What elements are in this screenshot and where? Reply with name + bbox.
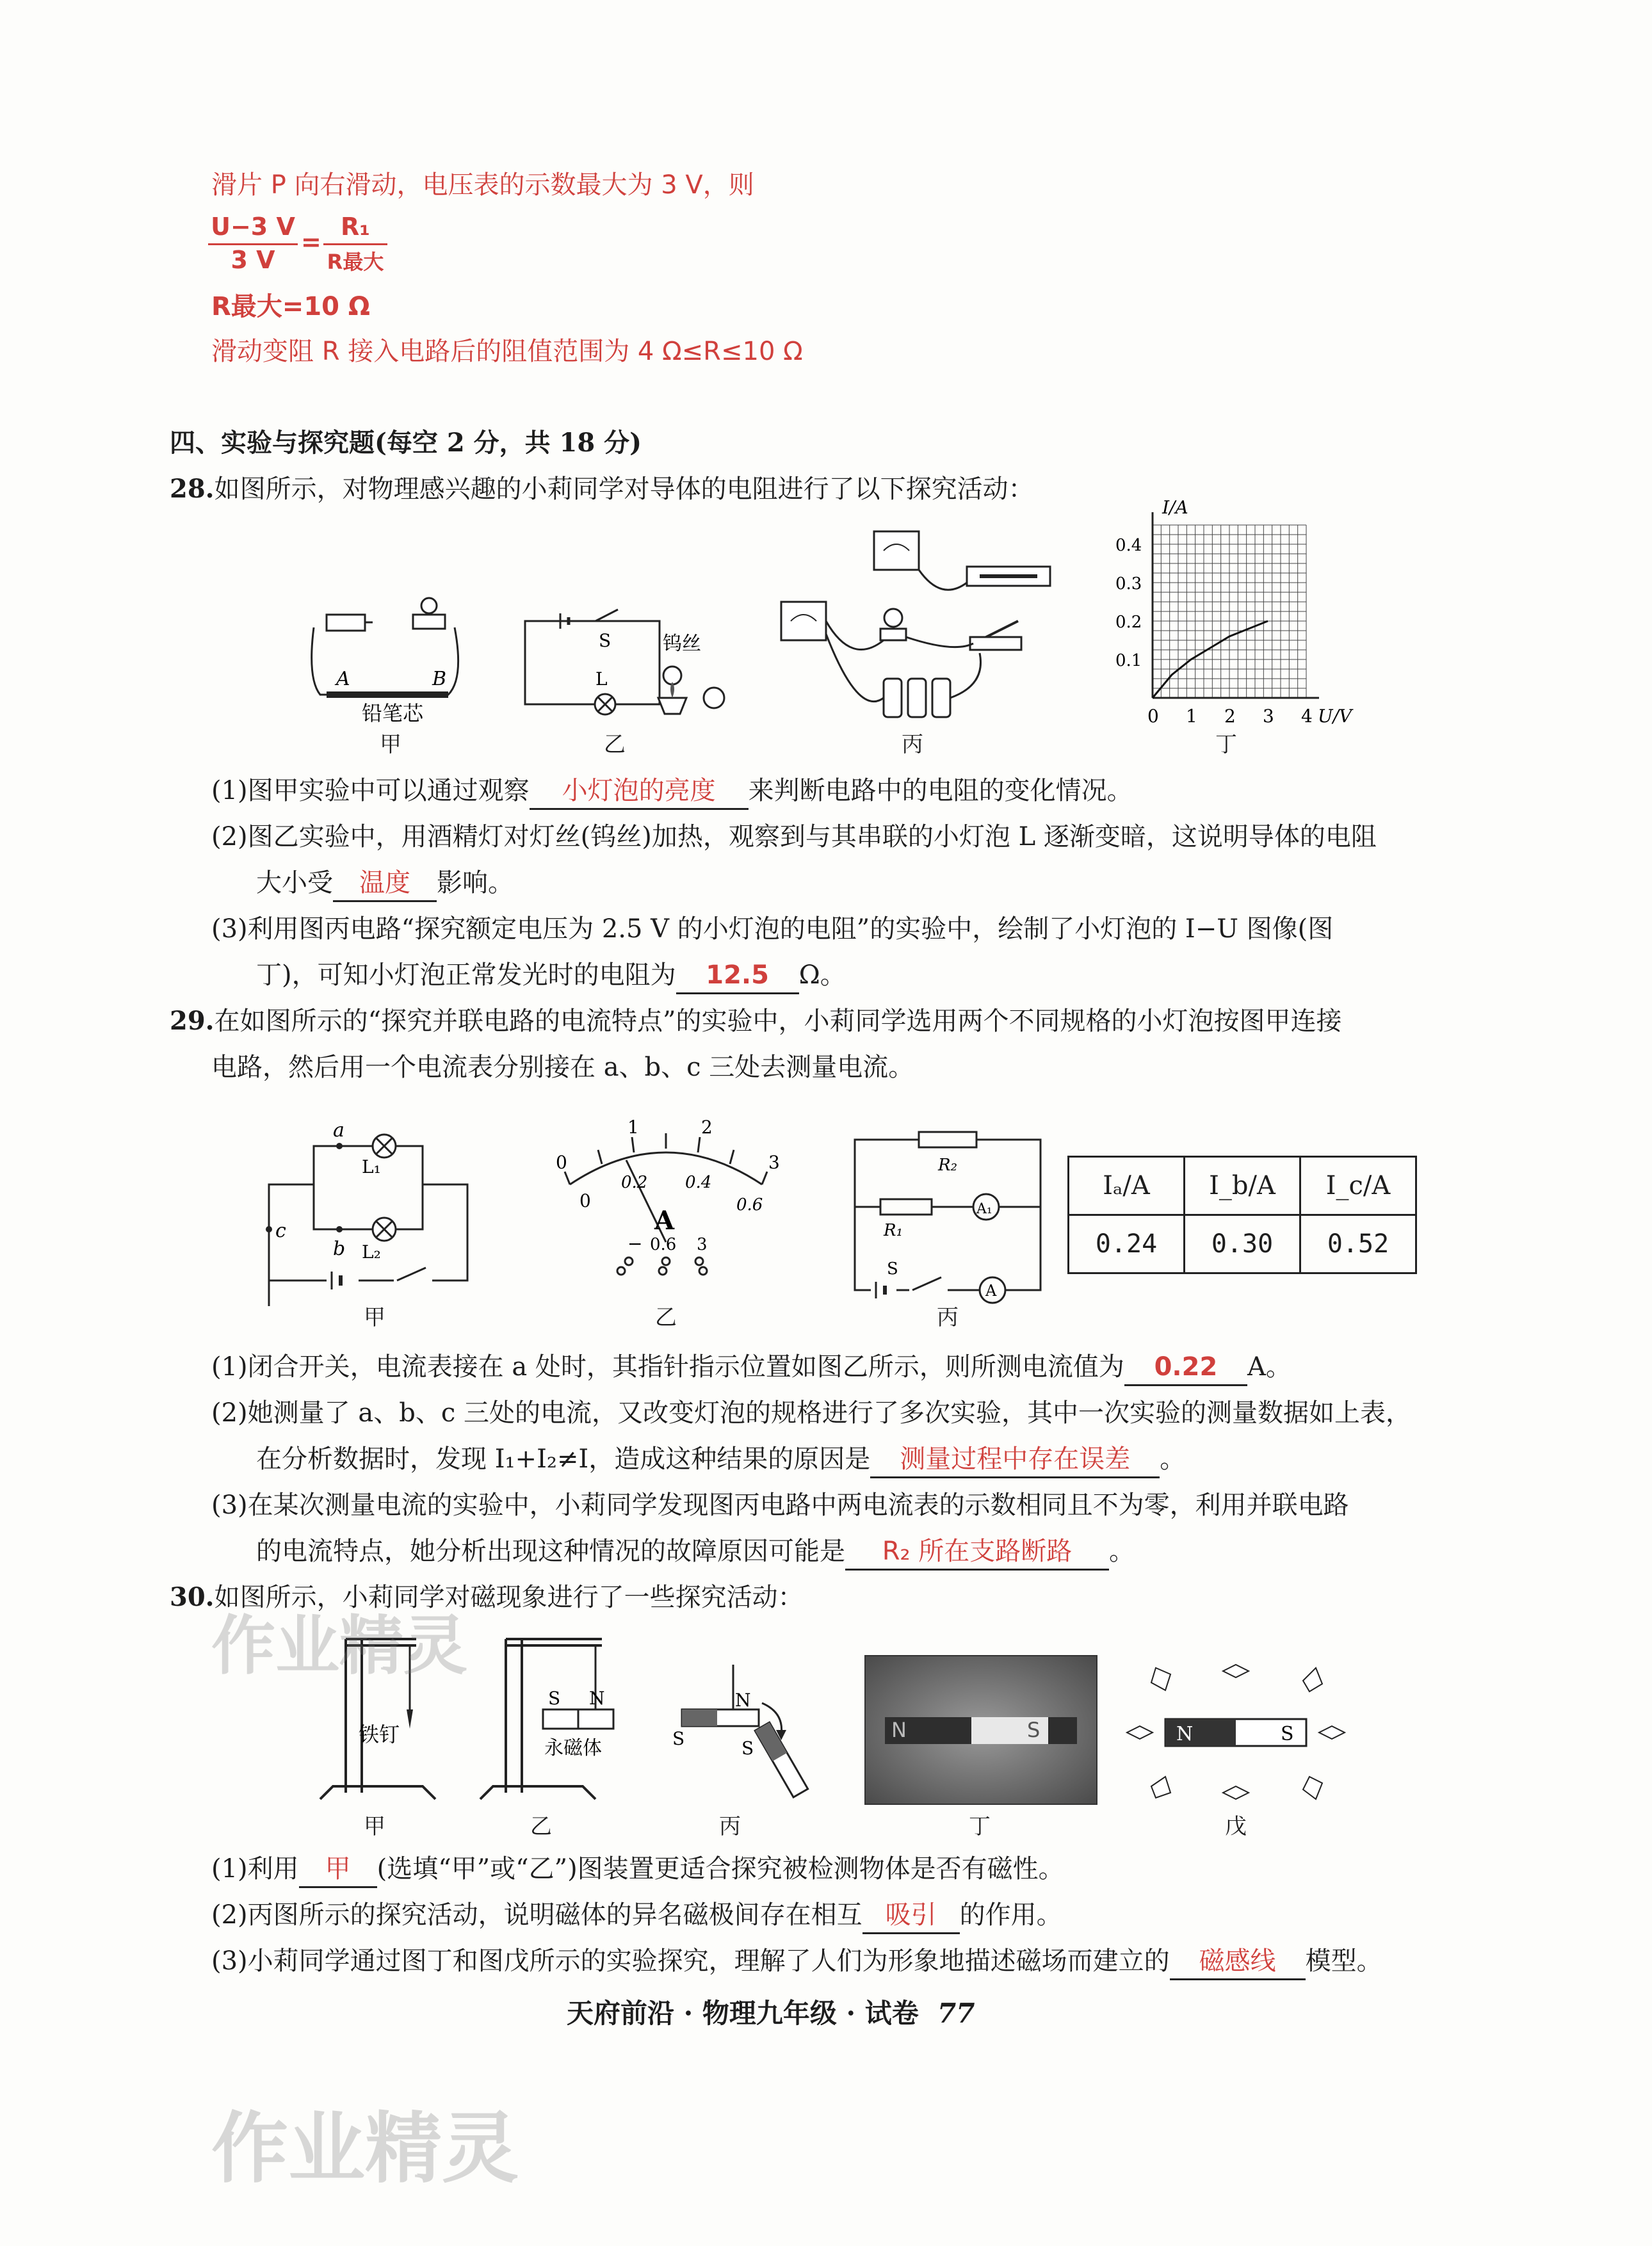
q28-p1-pre: (1)图甲实验中可以通过观察 xyxy=(211,776,530,805)
label-n: N xyxy=(1176,1723,1194,1745)
q28-stem-text: 如图所示，对物理感兴趣的小莉同学对导体的电阻进行了以下探究活动： xyxy=(214,474,1034,504)
q28-p1-post: 来判断电路中的电阻的变化情况。 xyxy=(748,776,1133,805)
q28-part-1 xyxy=(211,773,1133,810)
label-n: N xyxy=(589,1688,605,1709)
x-tick-label: 3 xyxy=(1263,706,1274,727)
ammeter-scale-arc xyxy=(570,1152,762,1184)
label-n: N xyxy=(735,1690,751,1711)
q30-caption-jia: 甲 xyxy=(364,1814,385,1839)
label-l: L xyxy=(595,668,608,690)
q28-p3-pre: 丁)，可知小灯泡正常发光时的电阻为 xyxy=(256,960,676,990)
table-cell: 0.30 xyxy=(1185,1215,1300,1273)
fraction-left-numerator: U−3 V xyxy=(211,213,295,241)
label-s: S xyxy=(599,630,611,651)
solution-line-4: 滑动变阻 R 接入电路后的阻值范围为 4 Ω≤R≤10 Ω xyxy=(211,337,803,366)
watermark: 作业精灵 xyxy=(211,1608,467,1683)
q29-part-3-line-1: (3)在某次测量电流的实验中，小莉同学发现图丙电路中两电流表的示数相同且不为零，利用并联电路 xyxy=(211,1491,1349,1520)
q29-caption-bing: 丙 xyxy=(937,1305,959,1330)
q29-part-2-line-2 xyxy=(256,1442,1185,1478)
q29-caption-jia: 甲 xyxy=(364,1305,385,1330)
q29-part-3-line-2 xyxy=(256,1534,1135,1571)
bulb-holder-icon xyxy=(413,615,445,629)
q28-caption-ding: 丁 xyxy=(1215,732,1237,757)
table-header-ic: I_c/A xyxy=(1300,1157,1416,1215)
q30-caption-ding: 丁 xyxy=(969,1814,991,1839)
x-tick-label: 4 xyxy=(1301,706,1313,727)
table-header-ib: I_b/A xyxy=(1185,1157,1300,1215)
label-a: a xyxy=(333,1119,344,1142)
q29-p3-post: 。 xyxy=(1109,1537,1135,1566)
q28-caption-jia: 甲 xyxy=(380,732,401,757)
table-row xyxy=(1069,1157,1416,1215)
ammeter-icon xyxy=(781,602,826,640)
table-row xyxy=(1069,1215,1416,1273)
q30-caption-yi: 乙 xyxy=(530,1814,552,1839)
q29-p2-post: 。 xyxy=(1160,1444,1186,1474)
q30-p2-post: 的作用。 xyxy=(959,1900,1062,1930)
q29-current-table xyxy=(1067,1156,1417,1274)
q30-stem-text: 如图所示，小莉同学对磁现象进行了一些探究活动： xyxy=(214,1583,804,1612)
q30-p2-pre: (2)丙图所示的探究活动，说明磁体的异名磁极间存在相互 xyxy=(211,1900,862,1930)
q30-p3-post: 模型。 xyxy=(1305,1946,1382,1976)
scale-top-label: 3 xyxy=(768,1152,780,1173)
q28-p3-answer: 12.5 xyxy=(676,958,799,994)
q30-p1-post: (选填“甲”或“乙”)图装置更适合探究被检测物体是否有磁性。 xyxy=(377,1854,1064,1884)
x-tick-label: 0 xyxy=(1147,706,1159,727)
q28-part-2-line-1: (2)图乙实验中，用酒精灯对灯丝(钨丝)加热，观察到与其串联的小灯泡 L 逐渐变暗，这说明导体的电阻 xyxy=(211,822,1377,852)
label-l1: L₁ xyxy=(362,1156,381,1177)
resistor-r1-icon xyxy=(880,1199,932,1215)
compass-needle-icon xyxy=(1223,1665,1249,1677)
compass-needle-icon xyxy=(1127,1726,1153,1739)
label-a: A xyxy=(336,668,350,690)
fraction-equals: = xyxy=(301,228,321,256)
compass-needle-icon xyxy=(1319,1726,1345,1739)
q29-figure-jia xyxy=(256,1114,487,1300)
q29-p2-answer: 测量过程中存在误差 xyxy=(870,1442,1160,1478)
table-cell: 0.24 xyxy=(1069,1215,1185,1273)
x-axis-label: U/V xyxy=(1318,706,1352,727)
label-s: S xyxy=(1281,1723,1294,1745)
q28-part-3-line-1: (3)利用图丙电路“探究额定电压为 2.5 V 的小灯泡的电阻”的实验中，绘制了小灯泡的 I−U 图像(图 xyxy=(211,914,1334,944)
q29-p3-answer: R₂ 所在支路断路 xyxy=(845,1534,1109,1571)
label-r1: R₁ xyxy=(884,1221,903,1240)
label-b: B xyxy=(432,668,447,690)
solution-fraction xyxy=(208,213,387,283)
label-a1: A₁ xyxy=(976,1201,992,1217)
resistor-r2-icon xyxy=(919,1132,976,1147)
solution-line-3: R最大=10 Ω xyxy=(211,292,370,321)
q30-part-2 xyxy=(211,1898,1062,1934)
q30-part-3 xyxy=(211,1944,1382,1980)
y-tick-label: 0.3 xyxy=(1115,574,1142,594)
q30-figure-bing xyxy=(666,1665,832,1812)
q29-part-2-line-1: (2)她测量了 a、b、c 三处的电流，又改变灯泡的规格进行了多次实验，其中一次实验的测量数据如上表， xyxy=(211,1398,1411,1428)
tungsten-wire-icon xyxy=(663,667,681,684)
q30-p1-answer: 甲 xyxy=(299,1852,377,1888)
iron-nail-icon xyxy=(407,1709,413,1729)
scale-bottom-label: 0.2 xyxy=(621,1173,648,1192)
q30-figure-yi xyxy=(467,1626,634,1812)
battery-icon xyxy=(327,615,365,631)
q29-caption-yi: 乙 xyxy=(655,1305,677,1330)
question-number: 30. xyxy=(170,1582,215,1612)
label-l2: L₂ xyxy=(362,1241,381,1263)
q28-caption-yi: 乙 xyxy=(604,732,626,757)
q30-caption-wu: 戊 xyxy=(1225,1814,1247,1839)
terminal-label: 0.6 xyxy=(650,1235,677,1254)
label-s: S xyxy=(887,1259,898,1279)
compass-needle-icon xyxy=(1303,1668,1322,1692)
q29-p1-post: A。 xyxy=(1247,1352,1292,1382)
fraction-left-denominator: 3 V xyxy=(231,246,275,274)
scale-top-label: 1 xyxy=(628,1117,639,1138)
table-header-ia: Iₐ/A xyxy=(1069,1157,1185,1215)
scale-top-zero: 0 xyxy=(556,1152,567,1173)
footer-text: 天府前沿 · 物理九年级 · 试卷 xyxy=(567,1998,919,2029)
q28-part-3-line-2 xyxy=(256,958,846,994)
voltmeter-icon xyxy=(874,531,919,570)
q28-part-2-line-2 xyxy=(256,866,514,902)
q29-p1-answer: 0.22 xyxy=(1124,1350,1247,1386)
section-title: 四、实验与探究题(每空 2 分，共 18 分) xyxy=(170,428,642,458)
q28-figure-bing xyxy=(762,525,1082,730)
label-c: c xyxy=(275,1220,286,1242)
q29-p2-pre: 在分析数据时，发现 I₁+I₂≠I，造成这种结果的原因是 xyxy=(256,1444,871,1474)
q28-caption-bing: 丙 xyxy=(902,732,923,757)
q29-figure-yi-ammeter xyxy=(531,1108,800,1300)
compass-needle-icon xyxy=(1151,1777,1170,1798)
scale-bottom-label: 0.4 xyxy=(685,1173,712,1192)
scale-bottom-label: 0.6 xyxy=(736,1195,763,1215)
label-a: A xyxy=(985,1282,997,1300)
fraction-right-denominator: R最大 xyxy=(327,250,384,274)
label-s: S xyxy=(1027,1718,1041,1742)
q30-p3-answer: 磁感线 xyxy=(1170,1944,1306,1980)
q28-figure-yi xyxy=(512,602,730,730)
q30-figure-ding-photo xyxy=(864,1655,1097,1805)
switch-icon xyxy=(595,610,618,621)
page-number: 77 xyxy=(937,1998,975,2029)
watermark: 作业精灵 xyxy=(211,2105,519,2193)
q29-stem-line-2: 电路，然后用一个电流表分别接在 a、b、c 三处去测量电流。 xyxy=(211,1053,914,1082)
q30-p3-pre: (3)小莉同学通过图丁和图戊所示的实验探究，理解了人们为形象地描述磁场而建立的 xyxy=(211,1946,1170,1976)
solution-line-1: 滑片 P 向右滑动，电压表的示数最大为 3 V，则 xyxy=(211,170,754,200)
q29-figure-bing xyxy=(845,1127,1050,1300)
bulb-icon xyxy=(884,609,902,627)
scale-bottom-zero: 0 xyxy=(579,1190,591,1211)
pencil-lead-label: 铅笔芯 xyxy=(362,701,424,725)
ammeter-unit: A xyxy=(654,1206,675,1236)
tungsten-label: 钨丝 xyxy=(663,633,701,655)
q28-figure-jia xyxy=(301,589,480,743)
label-s: S xyxy=(741,1738,754,1759)
label-n: N xyxy=(891,1718,907,1742)
terminal-label: − xyxy=(628,1233,643,1254)
q30-caption-bing: 丙 xyxy=(719,1814,741,1839)
x-tick-label: 1 xyxy=(1186,706,1197,727)
page-footer xyxy=(567,1996,975,2031)
q29-stem-line-1 xyxy=(170,1004,1342,1038)
label-s: S xyxy=(548,1688,561,1709)
label-r2: R₂ xyxy=(938,1156,957,1175)
permanent-magnet-label: 永磁体 xyxy=(544,1737,602,1759)
battery-icon xyxy=(884,679,902,717)
question-number: 28. xyxy=(170,474,215,504)
compass-needle-icon xyxy=(1223,1786,1249,1799)
q28-p1-answer: 小灯泡的亮度 xyxy=(530,773,749,810)
q30-p1-pre: (1)利用 xyxy=(211,1854,299,1884)
fraction-right-numerator: R₁ xyxy=(341,213,370,241)
q30-p2-answer: 吸引 xyxy=(862,1898,960,1934)
q28-figure-ding-chart xyxy=(1101,497,1370,730)
fraction-bar xyxy=(323,243,387,245)
q30-part-1 xyxy=(211,1852,1064,1888)
fraction-bar xyxy=(208,243,298,245)
bulb-icon xyxy=(421,598,437,613)
q29-part-1 xyxy=(211,1350,1292,1386)
y-tick-label: 0.1 xyxy=(1115,651,1142,670)
label-b: b xyxy=(333,1238,346,1260)
y-axis-label: I/A xyxy=(1162,497,1188,518)
alcohol-lamp-icon xyxy=(658,698,686,714)
q28-p2-post: 影响。 xyxy=(437,868,514,898)
table-cell: 0.52 xyxy=(1300,1215,1416,1273)
question-number: 29. xyxy=(170,1006,215,1036)
q29-p3-pre: 的电流特点，她分析出现这种情况的故障原因可能是 xyxy=(256,1537,845,1566)
q28-p3-post: Ω。 xyxy=(798,960,846,990)
compass-needle-icon xyxy=(1151,1668,1170,1690)
y-tick-label: 0.4 xyxy=(1115,536,1142,555)
scale-top-label: 2 xyxy=(701,1117,713,1138)
q29-p1-pre: (1)闭合开关，电流表接在 a 处时，其指针指示位置如图乙所示，则所测电流值为 xyxy=(211,1352,1124,1382)
x-tick-label: 2 xyxy=(1224,706,1236,727)
terminal-label: 3 xyxy=(697,1235,708,1254)
label-s: S xyxy=(672,1728,685,1749)
iron-nail-label: 铁钉 xyxy=(359,1722,400,1747)
q29-stem-text: 在如图所示的“探究并联电路的电流特点”的实验中，小莉同学选用两个不同规格的小灯泡按图甲连接 xyxy=(214,1006,1342,1036)
q28-p2-pre: 大小受 xyxy=(256,868,333,898)
q30-figure-wu xyxy=(1101,1652,1370,1806)
compass-needle-icon xyxy=(1303,1777,1322,1799)
q28-stem xyxy=(170,472,1034,506)
y-tick-label: 0.2 xyxy=(1115,613,1142,632)
q28-p2-answer: 温度 xyxy=(333,866,437,902)
